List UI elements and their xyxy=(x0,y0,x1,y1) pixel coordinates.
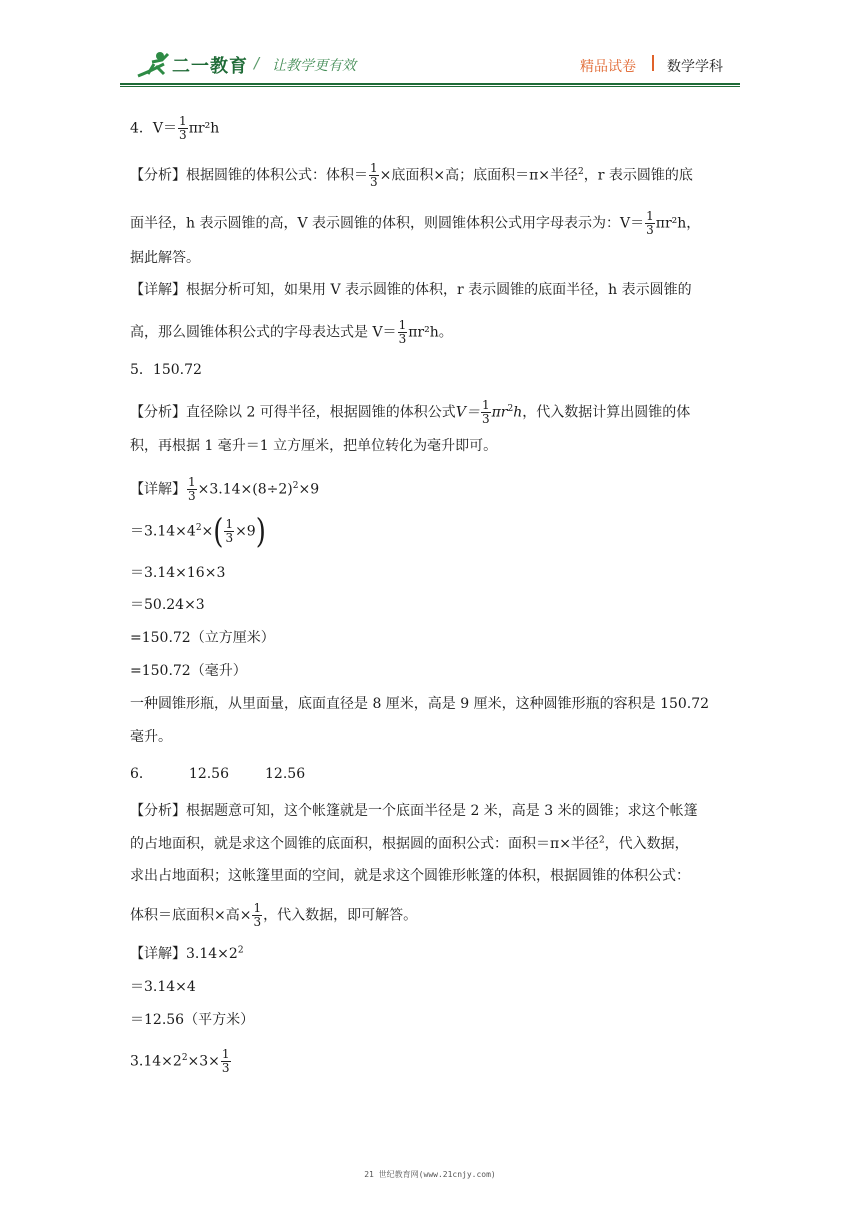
q4-analysis-line1: 【分析】根据圆锥的体积公式：体积＝ $\frac{1}{3}$ ×底面积×高；底面积＝π×半径$^2$，r 表示圆锥的底 xyxy=(130,161,693,189)
header-rule xyxy=(120,83,740,85)
q4-answer: 4．V＝ $\frac{1}{3}$ πr²h xyxy=(130,114,220,142)
q5-conclusion-line1: 一种圆锥形瓶，从里面量，底面直径是 8 厘米，高是 9 厘米，这种圆锥形瓶的容积是 150.72 xyxy=(130,696,710,712)
q4-analysis-line2: 面半径，h 表示圆锥的高，V 表示圆锥的体积，则圆锥体积公式用字母表示为：V＝ $\frac{1}{3}$ πr²h， xyxy=(130,209,701,237)
q5-detail-step2: $=3.14\times 4^2\times$( $\frac{1}{3}$ ×9) xyxy=(130,512,266,551)
q5-detail-step6: =150.72（毫升） xyxy=(130,663,247,679)
header-rule-thin xyxy=(120,86,740,87)
q4-detail-line1: 【详解】根据分析可知，如果用 V 表示圆锥的体积，r 表示圆锥的底面半径，h 表示圆锥的 xyxy=(130,282,692,298)
fraction: $\frac{1}{3}$ xyxy=(370,161,378,189)
q5-analysis-line1: 【分析】直径除以 2 可得半径，根据圆锥的体积公式V＝ $\frac{1}{3}$ $\pi r^2h$，代入数据计算出圆锥的体 xyxy=(130,398,691,426)
q5-detail-step1: 【详解】 $\frac{1}{3}$ $\times 3.14\times(8\div 2)^2\times 9$ xyxy=(130,475,320,503)
q5-conclusion-line2: 毫升。 xyxy=(130,729,172,745)
q5-answer: 5．150.72 xyxy=(130,362,202,378)
q4-detail-line2: 高，那么圆锥体积公式的字母表达式是 V＝ $\frac{1}{3}$ πr²h。 xyxy=(130,318,453,346)
q6-detail-step3: ＝12.56（平方米） xyxy=(130,1012,255,1028)
page-header xyxy=(0,0,860,90)
q6-detail-step1: 【详解】$3.14\times 2^2$ xyxy=(130,945,244,962)
slogan: 让教学更有效 xyxy=(272,58,356,74)
logo-text: 二一教育 xyxy=(172,56,248,77)
header-divider-bar xyxy=(652,55,654,71)
q6-analysis-line2: 的占地面积，就是求这个圆锥的底面积，根据圆的面积公式：面积＝π×半径$^2$，代入数据， xyxy=(130,835,689,852)
q5-detail-step4: ＝50.24×3 xyxy=(130,597,205,613)
q5-detail-step3: ＝3.14×16×3 xyxy=(130,565,226,581)
page-footer: 21 世纪教育网(www.21cnjy.com) xyxy=(364,1170,496,1179)
brand-label: 精品试卷 xyxy=(580,59,636,75)
fraction: $\frac{1}{3}$ xyxy=(253,901,262,929)
slogan-divider: / xyxy=(254,54,260,72)
fraction: $\frac{1}{3}$ xyxy=(398,318,407,346)
subject-label: 数学学科 xyxy=(667,59,723,75)
q6-detail-step4: $3.14\times 2^2\times 3\times$ $\frac{1}{3}$ xyxy=(130,1047,230,1075)
q6-detail-step2: ＝3.14×4 xyxy=(130,979,196,995)
q5-detail-step5: =150.72（立方厘米） xyxy=(130,630,275,646)
fraction: $\frac{1}{3}$ xyxy=(179,114,187,142)
fraction: $\frac{1}{3}$ xyxy=(225,517,234,545)
q5-analysis-line2: 积，再根据 1 毫升＝1 立方厘米，把单位转化为毫升即可。 xyxy=(130,438,498,454)
fraction: $\frac{1}{3}$ xyxy=(646,209,654,237)
q4-analysis-line3: 据此解答。 xyxy=(130,250,200,266)
fraction: $\frac{1}{3}$ xyxy=(221,1047,230,1075)
fraction: $\frac{1}{3}$ xyxy=(481,398,490,426)
q6-analysis-line4: 体积＝底面积×高× $\frac{1}{3}$ ，代入数据，即可解答。 xyxy=(130,901,418,929)
q6-analysis-line1: 【分析】根据题意可知，这个帐篷就是一个底面半径是 2 米，高是 3 米的圆锥；求这个帐篷 xyxy=(130,803,698,819)
q6-answer: 6． 12.56 12.56 xyxy=(130,766,306,782)
fraction: $\frac{1}{3}$ xyxy=(188,475,196,503)
q6-analysis-line3: 求出占地面积；这帐篷里面的空间，就是求这个圆锥形帐篷的体积，根据圆锥的体积公式： xyxy=(130,868,690,884)
